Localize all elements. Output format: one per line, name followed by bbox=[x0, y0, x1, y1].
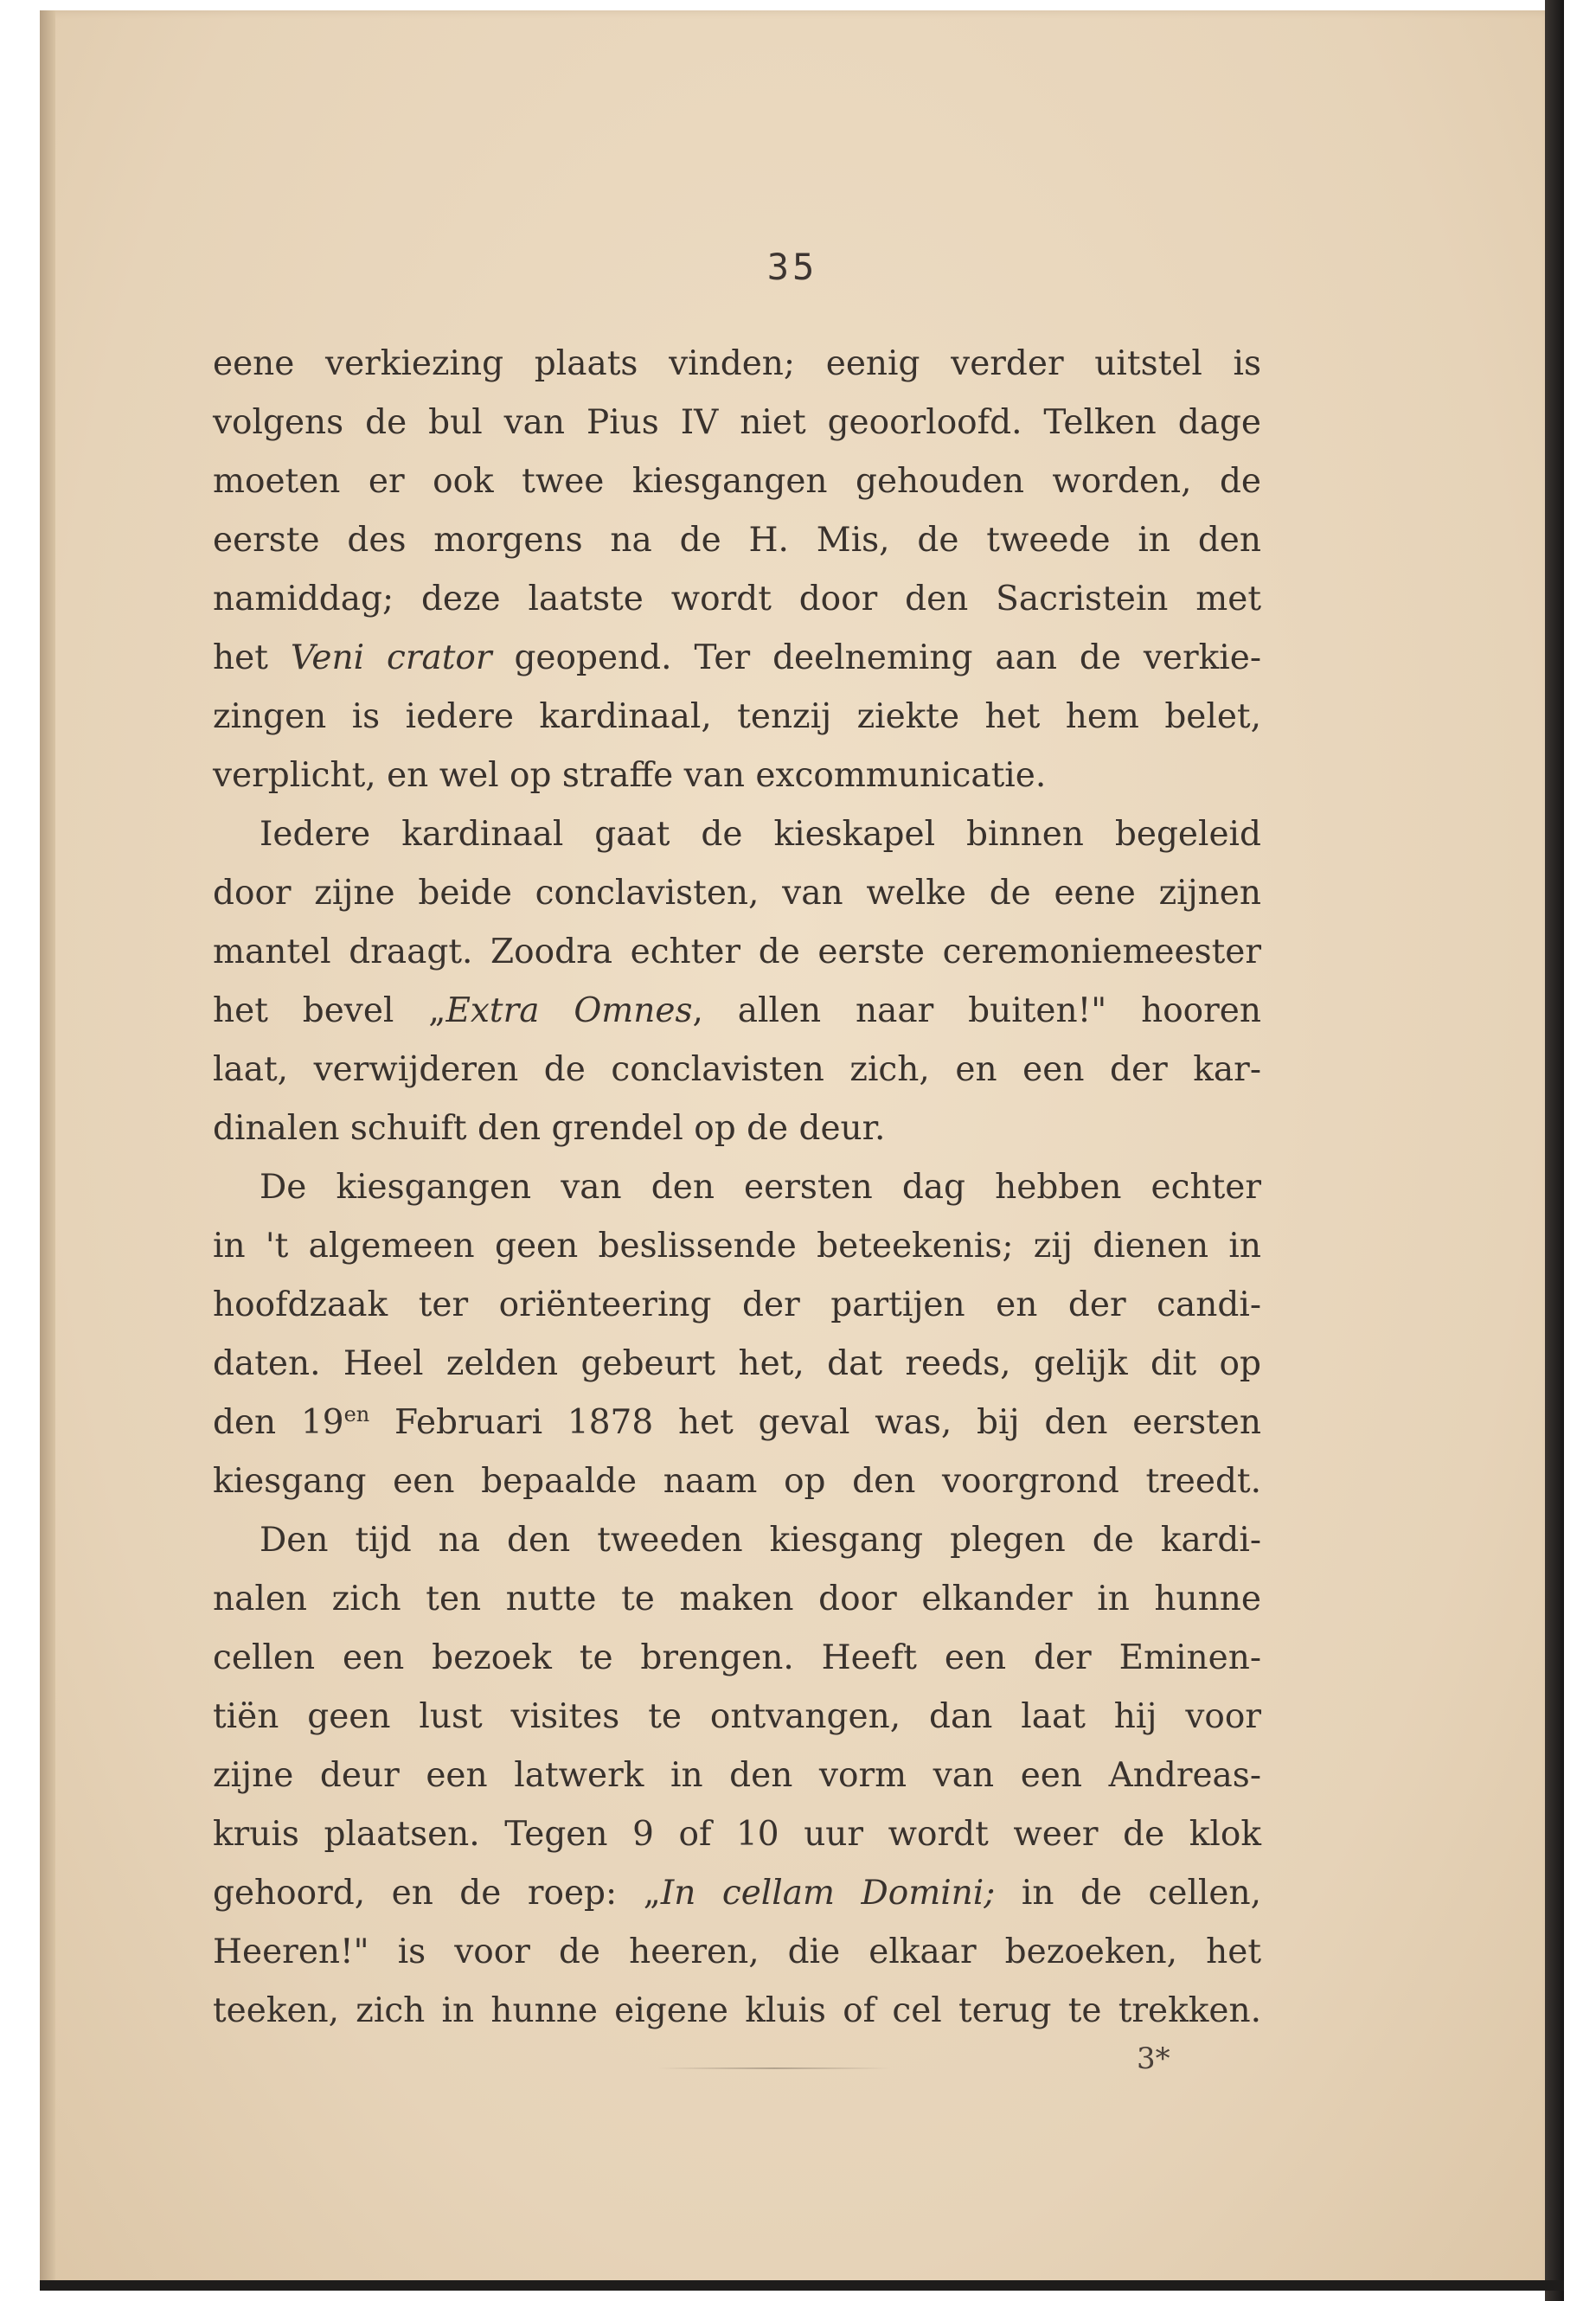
italic-phrase-in-cellam-domini: In cellam Domini; bbox=[660, 1874, 996, 1913]
text-line-19-post: Februari 1878 het geval was, bij den eersten bbox=[369, 1403, 1261, 1442]
text-line-28: Heeren!" is voor de heeren, die elkaar bezoeken, het bbox=[213, 1932, 1261, 1971]
italic-phrase-extra-omnes: Extra Omnes bbox=[445, 991, 693, 1030]
text-line-15: De kiesgangen van den eersten dag hebben echter bbox=[260, 1168, 1261, 1207]
italic-phrase-veni-crator: Veni crator bbox=[290, 638, 492, 677]
superscript-en: en bbox=[343, 1402, 370, 1426]
book-spine-edge bbox=[1545, 0, 1564, 2301]
text-line-5: namiddag; deze laatste wordt door den Sacristein met bbox=[213, 580, 1261, 619]
text-line-2: volgens de bul van Pius IV niet geoorloofd. Telken dage bbox=[213, 403, 1261, 442]
text-line-8: verplicht, en wel op straffe van excommunicatie. bbox=[213, 756, 1047, 795]
text-line-7: zingen is iedere kardinaal, tenzij ziekte het hem belet, bbox=[213, 697, 1261, 736]
page-gutter-edge bbox=[40, 10, 55, 2287]
text-line-22: nalen zich ten nutte te maken door elkander in hunne bbox=[213, 1580, 1261, 1618]
signature-rule bbox=[657, 2067, 891, 2069]
text-line-11: mantel draagt. Zoodra echter de eerste ceremoniemeester bbox=[213, 933, 1261, 971]
text-line-9: Iedere kardinaal gaat de kieskapel binnen begeleid bbox=[260, 815, 1261, 854]
text-line-13: laat, verwijderen de conclavisten zich, en een der kar- bbox=[213, 1050, 1261, 1089]
text-line-6-pre: het bbox=[213, 638, 291, 677]
text-line-12-pre: het bevel „ bbox=[213, 991, 446, 1030]
text-line-20: kiesgang een bepaalde naam op den voorgrond treedt. bbox=[213, 1462, 1261, 1501]
text-line-6 bbox=[213, 629, 1261, 688]
text-line-18: daten. Heel zelden gebeurt het, dat reeds, gelijk dit op bbox=[213, 1344, 1261, 1383]
book-page bbox=[40, 10, 1545, 2287]
text-line-19-pre: den 19 bbox=[213, 1403, 344, 1442]
text-line-25: zijne deur een latwerk in den vorm van een Andreas- bbox=[213, 1756, 1261, 1795]
book-bottom-edge bbox=[40, 2280, 1564, 2291]
text-line-4: eerste des morgens na de H. Mis, de tweede in den bbox=[213, 521, 1261, 560]
text-line-19 bbox=[213, 1394, 1261, 1452]
text-line-12 bbox=[213, 982, 1261, 1041]
text-line-6-post: geopend. Ter deelneming aan de verkie- bbox=[491, 638, 1261, 677]
text-line-10: door zijne beide conclavisten, van welke de eene zijnen bbox=[213, 874, 1261, 913]
text-line-17: hoofdzaak ter oriënteering der partijen en der candi- bbox=[213, 1285, 1261, 1324]
text-line-26: kruis plaatsen. Tegen 9 of 10 uur wordt weer de klok bbox=[213, 1815, 1261, 1854]
text-line-3: moeten er ook twee kiesgangen gehouden worden, de bbox=[213, 462, 1261, 501]
text-line-29: teeken, zich in hunne eigene kluis of cel terug te trekken. bbox=[213, 1991, 1261, 2030]
text-line-23: cellen een bezoek te brengen. Heeft een der Eminen- bbox=[213, 1638, 1261, 1677]
text-line-21: Den tijd na den tweeden kiesgang plegen de kardi- bbox=[260, 1521, 1261, 1560]
text-line-27 bbox=[213, 1864, 1261, 1923]
body-text bbox=[213, 335, 1261, 2041]
text-line-27-post: in de cellen, bbox=[995, 1874, 1261, 1913]
text-line-1: eene verkiezing plaats vinden; eenig verder uitstel is bbox=[213, 344, 1261, 383]
text-line-16: in 't algemeen geen beslissende beteekenis; zij dienen in bbox=[213, 1227, 1261, 1266]
text-line-12-post: , allen naar buiten!" hooren bbox=[692, 991, 1261, 1030]
text-line-27-pre: gehoord, en de roep: „ bbox=[213, 1874, 661, 1913]
text-line-14: dinalen schuift den grendel op de deur. bbox=[213, 1109, 886, 1148]
page-number: 35 bbox=[766, 246, 818, 288]
text-line-24: tiën geen lust visites te ontvangen, dan laat hij voor bbox=[213, 1697, 1261, 1736]
printer-signature-mark: 3* bbox=[1137, 2041, 1170, 2076]
